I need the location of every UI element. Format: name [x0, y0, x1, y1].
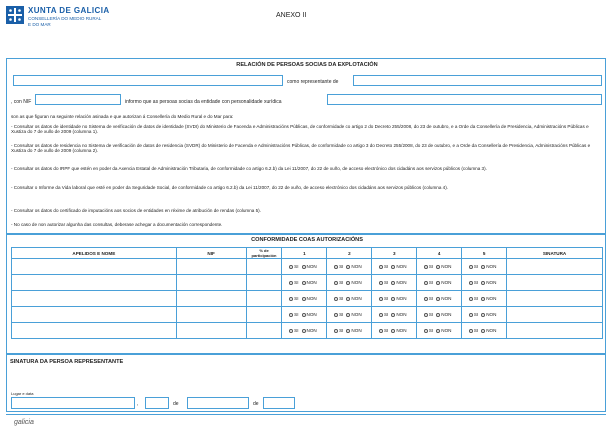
radio-label-non: NON — [441, 264, 452, 270]
table-row — [12, 291, 603, 307]
radio-label-non: NON — [351, 328, 362, 334]
signature-section — [6, 354, 606, 412]
footer-divider — [6, 414, 606, 415]
authorization-rows — [12, 259, 603, 339]
radio-si-4[interactable] — [424, 329, 428, 333]
radio-label-non: NON — [486, 264, 497, 270]
radio-si-1[interactable] — [289, 297, 293, 301]
col-header-share: % de participación — [246, 248, 282, 259]
entity-extra-field[interactable] — [327, 94, 602, 105]
consent-cell-4 — [417, 275, 462, 291]
radio-si-1[interactable] — [289, 329, 293, 333]
radio-label-si: SI — [294, 296, 299, 302]
share-cell[interactable] — [246, 291, 282, 307]
radio-non-3[interactable] — [391, 297, 395, 301]
name-cell[interactable] — [12, 259, 177, 275]
radio-label-si: SI — [294, 328, 299, 334]
radio-label-non: NON — [351, 296, 362, 302]
consult-item: - Consultar os datos de identidade no Sistema de verificación de datos de identidade (SVDI) do Ministerio de Facenda e Administracións Públicas, de conformidade co artigo 2 do Decreto 255/2008, do 23 de outubro, e a Orde da Consellería de Presidencia, Administracións Públicas e Xustiza do 7 de xullo de 2009 (columna 1). — [11, 124, 589, 135]
radio-label-non: NON — [486, 328, 497, 334]
col-header-3: 3 — [372, 248, 417, 259]
radio-non-1[interactable] — [302, 297, 306, 301]
consent-cell-5 — [462, 291, 507, 307]
radio-label-non: NON — [396, 296, 407, 302]
radio-label-si: SI — [339, 264, 344, 270]
place-date-label: Lugar e data — [11, 391, 34, 396]
radio-label-non: NON — [351, 312, 362, 318]
consent-cell-5 — [462, 323, 507, 339]
radio-label-si: SI — [384, 264, 389, 270]
radio-label-si: SI — [384, 296, 389, 302]
radio-non-3[interactable] — [391, 329, 395, 333]
consent-cell-5 — [462, 259, 507, 275]
consult-item: - No caso de non autorizar algunha das consultas, deberase achegar a documentación correspondente. — [11, 222, 223, 227]
radio-si-1[interactable] — [289, 265, 293, 269]
authorization-table — [11, 247, 603, 339]
radio-label-non: NON — [441, 296, 452, 302]
radio-label-non: NON — [486, 296, 497, 302]
radio-si-5[interactable] — [469, 297, 473, 301]
radio-non-2[interactable] — [346, 313, 350, 317]
radio-si-3[interactable] — [379, 265, 383, 269]
radio-non-4[interactable] — [436, 297, 440, 301]
signature-cell[interactable] — [507, 307, 603, 323]
radio-si-3[interactable] — [379, 281, 383, 285]
radio-non-2[interactable] — [346, 329, 350, 333]
radio-non-3[interactable] — [391, 313, 395, 317]
radio-si-4[interactable] — [424, 297, 428, 301]
name-cell[interactable] — [12, 307, 177, 323]
consent-cell-2 — [327, 275, 372, 291]
radio-si-5[interactable] — [469, 313, 473, 317]
de-separator-2: de — [253, 401, 259, 407]
table-row — [12, 275, 603, 291]
radio-non-3[interactable] — [391, 281, 395, 285]
consent-cell-4 — [417, 307, 462, 323]
name-cell[interactable] — [12, 275, 177, 291]
radio-si-2[interactable] — [334, 329, 338, 333]
signature-cell[interactable] — [507, 323, 603, 339]
consent-cell-5 — [462, 307, 507, 323]
nif-cell[interactable] — [176, 275, 246, 291]
signature-title: SINATURA DA PERSOA REPRESENTANTE — [10, 359, 124, 365]
table-row — [12, 259, 603, 275]
nif-cell[interactable] — [176, 291, 246, 307]
consent-cell-3 — [372, 275, 417, 291]
share-cell[interactable] — [246, 307, 282, 323]
radio-label-si: SI — [473, 312, 479, 318]
relation-title: RELACIÓN DE PERSOAS SOCIAS DA EXPLOTACIÓN — [236, 62, 378, 68]
consent-cell-4 — [417, 291, 462, 307]
radio-label-si: SI — [428, 296, 434, 302]
radio-non-4[interactable] — [436, 313, 440, 317]
nif-label: , con NIF — [11, 99, 32, 105]
consent-cell-5 — [462, 275, 507, 291]
radio-si-1[interactable] — [289, 313, 293, 317]
radio-non-1[interactable] — [302, 313, 306, 317]
radio-non-5[interactable] — [481, 329, 485, 333]
intro-text: son as que figuran na seguinte relación asinada e que autorizan á Consellería do Medio Rural e do Mar para: — [11, 114, 234, 119]
signature-cell[interactable] — [507, 291, 603, 307]
col-header-signature: SINATURA — [507, 248, 603, 259]
col-header-2: 2 — [327, 248, 372, 259]
radio-non-5[interactable] — [481, 281, 485, 285]
radio-label-non: NON — [486, 280, 497, 286]
place-field[interactable] — [11, 397, 135, 409]
brand-title: XUNTA DE GALICIA — [28, 6, 110, 15]
radio-label-si: SI — [384, 312, 389, 318]
radio-si-2[interactable] — [334, 265, 338, 269]
radio-label-non: NON — [351, 264, 362, 270]
share-cell[interactable] — [246, 323, 282, 339]
day-field[interactable] — [145, 397, 169, 409]
consent-cell-1 — [282, 275, 327, 291]
representative-label: como representante de — [287, 79, 339, 85]
radio-label-non: NON — [306, 296, 317, 302]
radio-label-non: NON — [396, 264, 407, 270]
radio-label-si: SI — [294, 264, 299, 270]
radio-label-si: SI — [339, 296, 344, 302]
consent-cell-4 — [417, 323, 462, 339]
col-header-1: 1 — [282, 248, 327, 259]
consent-cell-2 — [327, 323, 372, 339]
entity-name-field[interactable] — [353, 75, 602, 86]
radio-label-si: SI — [473, 296, 479, 302]
brand-sub-line-2: E DO MAR — [28, 21, 51, 27]
consent-cell-2 — [327, 307, 372, 323]
consult-item: - Consultar os datos do certificado de imputacións aos socios de entidades en réxime de atribución de rendas (columna 5). — [11, 208, 261, 213]
consult-item: - Consultar os datos de residencia no Sistema de verificación de datos de residencia (SVDR) do Ministerio de Facenda e Administracións Públicas, de conformidade co artigo 3 do Decreto 255/2008, do 23 de outubro, e a Orde da Consellería de Presidencia, Administracións Públicas e Xustiza do 7 de xullo de 2009 (columna 2). — [11, 143, 591, 154]
radio-label-si: SI — [384, 328, 389, 334]
radio-label-non: NON — [306, 328, 317, 334]
consent-cell-1 — [282, 291, 327, 307]
radio-non-4[interactable] — [436, 265, 440, 269]
radio-non-1[interactable] — [302, 281, 306, 285]
galicia-footer-logo: galicia — [14, 419, 34, 426]
col-header-5: 5 — [462, 248, 507, 259]
inform-text: informo que as persoas socias da entidade con personalidade xurídica — [125, 99, 282, 105]
radio-label-si: SI — [294, 280, 299, 286]
radio-non-4[interactable] — [436, 281, 440, 285]
radio-label-si: SI — [339, 312, 344, 318]
radio-non-5[interactable] — [481, 313, 485, 317]
radio-si-5[interactable] — [469, 265, 473, 269]
radio-label-non: NON — [486, 312, 497, 318]
consent-cell-2 — [327, 291, 372, 307]
radio-non-1[interactable] — [302, 265, 306, 269]
consent-cell-4 — [417, 259, 462, 275]
authorization-section — [6, 234, 606, 354]
radio-label-si: SI — [428, 264, 434, 270]
de-separator-1: de — [173, 401, 179, 407]
radio-si-5[interactable] — [469, 329, 473, 333]
table-header-row — [12, 248, 603, 259]
consent-cell-1 — [282, 259, 327, 275]
comma-separator: , — [137, 401, 139, 407]
radio-label-non: NON — [441, 312, 452, 318]
brand-subtitle — [28, 16, 101, 27]
radio-label-si: SI — [339, 328, 344, 334]
consult-item: - Consultar o Informe da Vida laboral que esté en poder da Seguridade Social, de conformidade co artigo 6.2.b) da Lei 11/2007, do 22 de xuño, de acceso electrónico dos cidadáns aos servizos públicos (columna 4). — [11, 185, 449, 190]
radio-si-5[interactable] — [469, 281, 473, 285]
consent-cell-1 — [282, 323, 327, 339]
consent-cell-2 — [327, 259, 372, 275]
radio-si-4[interactable] — [424, 265, 428, 269]
radio-si-3[interactable] — [379, 297, 383, 301]
xunta-logo — [6, 6, 126, 46]
representative-name-field[interactable] — [13, 75, 283, 86]
consent-cell-1 — [282, 307, 327, 323]
radio-label-si: SI — [294, 312, 299, 318]
authorization-title: CONFORMIDADE COAS AUTORIZACIÓNS — [251, 237, 363, 243]
col-header-nif: NIF — [176, 248, 246, 259]
signature-cell[interactable] — [507, 275, 603, 291]
col-header-name: APELIDOS E NOME — [12, 248, 177, 259]
radio-label-si: SI — [473, 328, 479, 334]
signature-cell[interactable] — [507, 259, 603, 275]
year-field[interactable] — [263, 397, 295, 409]
radio-label-non: NON — [396, 312, 407, 318]
entity-nif-field[interactable] — [35, 94, 121, 105]
radio-label-non: NON — [441, 280, 452, 286]
radio-label-si: SI — [428, 280, 434, 286]
radio-si-4[interactable] — [424, 313, 428, 317]
radio-label-si: SI — [428, 328, 434, 334]
radio-label-si: SI — [428, 312, 434, 318]
relation-section — [6, 58, 606, 234]
consent-cell-3 — [372, 323, 417, 339]
brand-sub-line-1: CONSELLERÍA DO MEDIO RURAL — [28, 16, 102, 21]
name-cell[interactable] — [12, 323, 177, 339]
share-cell[interactable] — [246, 259, 282, 275]
radio-non-5[interactable] — [481, 265, 485, 269]
radio-non-4[interactable] — [436, 329, 440, 333]
radio-non-2[interactable] — [346, 297, 350, 301]
radio-label-non: NON — [306, 264, 317, 270]
radio-label-si: SI — [339, 280, 344, 286]
radio-label-non: NON — [396, 280, 407, 286]
radio-label-non: NON — [396, 328, 407, 334]
consult-item: - Consultar os datos do IRPF que estén en poder da Axencia Estatal de Administración Tributaria, de conformidade co artigo 6.2.b) da Lei 11/2007, do 22 de xuño, de acceso electrónico dos cidadáns aos servizos públicos (columna 3). — [11, 166, 487, 171]
name-cell[interactable] — [12, 291, 177, 307]
radio-label-si: SI — [473, 280, 479, 286]
radio-label-non: NON — [306, 312, 317, 318]
radio-non-2[interactable] — [346, 281, 350, 285]
galicia-shield-icon — [6, 6, 24, 24]
table-row — [12, 323, 603, 339]
nif-cell[interactable] — [176, 307, 246, 323]
radio-si-2[interactable] — [334, 281, 338, 285]
radio-si-2[interactable] — [334, 297, 338, 301]
radio-label-si: SI — [473, 264, 479, 270]
consent-cell-3 — [372, 307, 417, 323]
radio-label-non: NON — [351, 280, 362, 286]
consent-cell-3 — [372, 291, 417, 307]
col-header-4: 4 — [417, 248, 462, 259]
radio-label-si: SI — [384, 280, 389, 286]
nif-cell[interactable] — [176, 323, 246, 339]
table-row — [12, 307, 603, 323]
radio-non-2[interactable] — [346, 265, 350, 269]
radio-non-5[interactable] — [481, 297, 485, 301]
radio-si-2[interactable] — [334, 313, 338, 317]
radio-non-3[interactable] — [391, 265, 395, 269]
radio-si-1[interactable] — [289, 281, 293, 285]
radio-si-3[interactable] — [379, 329, 383, 333]
radio-label-non: NON — [441, 328, 452, 334]
radio-label-non: NON — [306, 280, 317, 286]
annex-title: ANEXO II — [276, 12, 307, 19]
radio-si-3[interactable] — [379, 313, 383, 317]
nif-cell[interactable] — [176, 259, 246, 275]
radio-non-1[interactable] — [302, 329, 306, 333]
radio-si-4[interactable] — [424, 281, 428, 285]
month-field[interactable] — [187, 397, 249, 409]
consent-cell-3 — [372, 259, 417, 275]
share-cell[interactable] — [246, 275, 282, 291]
